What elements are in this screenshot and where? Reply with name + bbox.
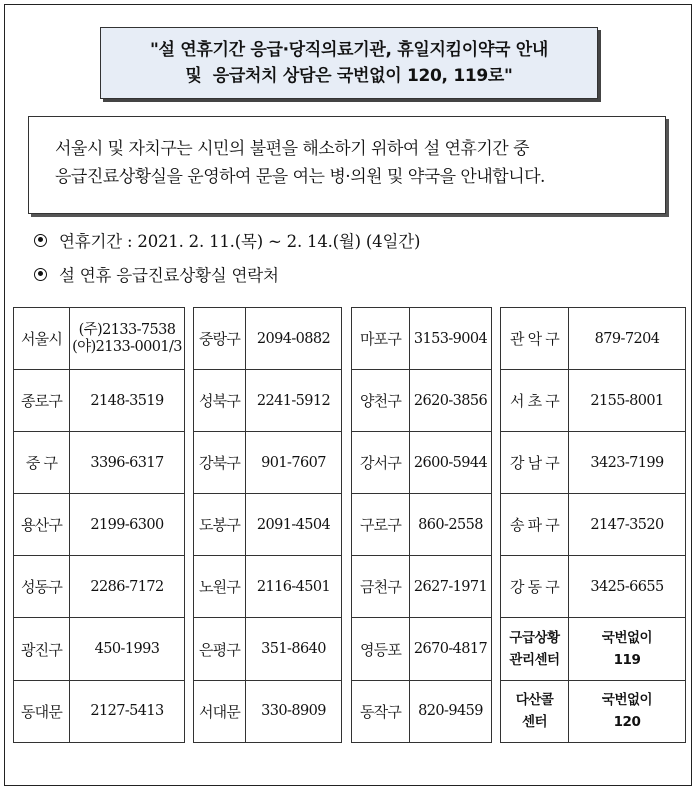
- phone-number: 2670-4817: [410, 618, 492, 680]
- directory-row: [14, 618, 185, 680]
- title-line-1: "설 연휴기간 응급·당직의료기관, 휴일지킴이약국 안내: [149, 40, 549, 60]
- phone-number: 2155-8001: [569, 370, 686, 432]
- district-name: 영등포: [352, 618, 410, 680]
- cell-line: 구급상황: [509, 630, 560, 647]
- directory-row: [14, 494, 185, 556]
- phone-number: 2241-5912: [246, 370, 342, 432]
- district-name: 관 악 구: [501, 308, 569, 370]
- directory-row: [14, 308, 185, 370]
- phone-number: 901-7607: [246, 432, 342, 494]
- phone-number: 2127-5413: [70, 680, 185, 742]
- directory-row: [194, 432, 342, 494]
- district-name: 종로구: [14, 370, 70, 432]
- cell-line: (야)2133-0001/3: [72, 338, 182, 355]
- phone-number: 2116-4501: [246, 556, 342, 618]
- phone-number: 330-8909: [246, 680, 342, 742]
- directory-row: [501, 432, 686, 494]
- phone-number: 2286-7172: [70, 556, 185, 618]
- cell-line: 120: [613, 714, 641, 731]
- description-line-2: 응급진료상황실을 운영하여 문을 여는 병·의원 및 약국을 안내합니다.: [55, 167, 545, 187]
- district-name: 중랑구: [194, 308, 246, 370]
- phone-number: [569, 618, 686, 680]
- bullet-icon: [34, 234, 47, 247]
- cell-line: 119: [613, 652, 641, 669]
- district-name: [501, 618, 569, 680]
- directory-row: [14, 432, 185, 494]
- directory-table-2: [193, 307, 342, 743]
- phone-number: 2091-4504: [246, 494, 342, 556]
- directory-row: [501, 556, 686, 618]
- directory-row: [194, 308, 342, 370]
- bullet-icon: [34, 268, 47, 281]
- phone-number: [569, 680, 686, 742]
- contact-heading: [34, 262, 279, 286]
- district-name: 송 파 구: [501, 494, 569, 556]
- phone-number: 2148-3519: [70, 370, 185, 432]
- phone-number: 3423-7199: [569, 432, 686, 494]
- district-name: 도봉구: [194, 494, 246, 556]
- district-name: [501, 680, 569, 742]
- directory-row: [501, 680, 686, 742]
- directory-row: [352, 680, 492, 742]
- phone-number: 860-2558: [410, 494, 492, 556]
- directory-row: [14, 556, 185, 618]
- district-name: 성북구: [194, 370, 246, 432]
- district-name: 노원구: [194, 556, 246, 618]
- phone-number: 3396-6317: [70, 432, 185, 494]
- phone-number: 879-7204: [569, 308, 686, 370]
- directory-table-1: [13, 307, 185, 743]
- directory-row: [352, 494, 492, 556]
- directory-row: [194, 680, 342, 742]
- cell-line: 다산콜: [515, 692, 554, 709]
- district-name: 서대문: [194, 680, 246, 742]
- cell-line: (주)2133-7538: [78, 321, 176, 338]
- holiday-period: [34, 228, 420, 252]
- district-name: 광진구: [14, 618, 70, 680]
- directory-row: [352, 308, 492, 370]
- directory-row: [352, 556, 492, 618]
- description-box: [28, 116, 666, 214]
- district-name: 성동구: [14, 556, 70, 618]
- district-name: 용산구: [14, 494, 70, 556]
- directory-table-4: [500, 307, 686, 743]
- district-name: 은평구: [194, 618, 246, 680]
- district-name: 동작구: [352, 680, 410, 742]
- directory-row: [194, 370, 342, 432]
- holiday-period-text: 연휴기간 : 2021. 2. 11.(목) ~ 2. 14.(월) (4일간): [59, 232, 421, 251]
- directory-row: [352, 618, 492, 680]
- district-name: 강 동 구: [501, 556, 569, 618]
- district-name: 마포구: [352, 308, 410, 370]
- phone-number: 820-9459: [410, 680, 492, 742]
- phone-number: [70, 308, 185, 370]
- phone-number: 3153-9004: [410, 308, 492, 370]
- description-line-1: 서울시 및 자치구는 시민의 불편을 해소하기 위하여 설 연휴기간 중: [55, 139, 530, 159]
- district-name: 강북구: [194, 432, 246, 494]
- district-name: 동대문: [14, 680, 70, 742]
- directory-row: [501, 370, 686, 432]
- phone-number: 2199-6300: [70, 494, 185, 556]
- district-name: 중 구: [14, 432, 70, 494]
- phone-number: 2094-0882: [246, 308, 342, 370]
- district-name: 서울시: [14, 308, 70, 370]
- district-name: 강 남 구: [501, 432, 569, 494]
- directory-row: [501, 494, 686, 556]
- directory-row: [501, 618, 686, 680]
- district-name: 서 초 구: [501, 370, 569, 432]
- cell-line: 센터: [521, 714, 548, 731]
- phone-number: 2627-1971: [410, 556, 492, 618]
- phone-number: 2600-5944: [410, 432, 492, 494]
- directory-row: [194, 556, 342, 618]
- directory-row: [352, 370, 492, 432]
- district-name: 금천구: [352, 556, 410, 618]
- directory-row: [194, 618, 342, 680]
- phone-number: 2147-3520: [569, 494, 686, 556]
- title-line-2: 및 응급처치 상담은 국번없이 120, 119로": [185, 66, 513, 86]
- phone-number: 450-1993: [70, 618, 185, 680]
- title-banner: [100, 27, 598, 99]
- directory-row: [501, 308, 686, 370]
- cell-line: 국번없이: [601, 692, 653, 709]
- district-name: 구로구: [352, 494, 410, 556]
- phone-number: 3425-6655: [569, 556, 686, 618]
- directory-table-3: [351, 307, 492, 743]
- district-name: 양천구: [352, 370, 410, 432]
- cell-line: 관리센터: [509, 652, 560, 669]
- phone-number: 2620-3856: [410, 370, 492, 432]
- directory-row: [14, 370, 185, 432]
- contact-heading-text: 설 연휴 응급진료상황실 연락처: [59, 266, 279, 285]
- district-name: 강서구: [352, 432, 410, 494]
- directory-row: [352, 432, 492, 494]
- cell-line: 국번없이: [601, 630, 653, 647]
- phone-number: 351-8640: [246, 618, 342, 680]
- directory-row: [194, 494, 342, 556]
- directory-row: [14, 680, 185, 742]
